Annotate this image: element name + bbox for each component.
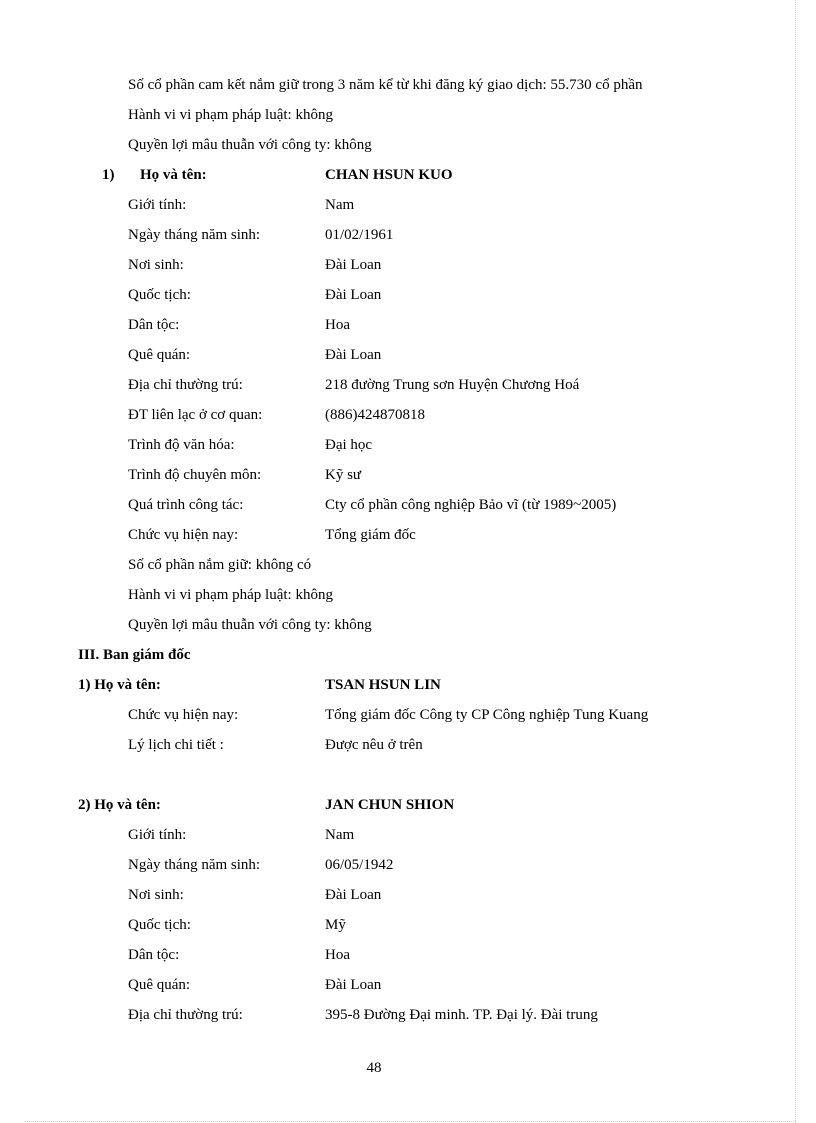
row-label: Nơi sinh: [128,257,184,273]
row-value: Đại học [325,437,373,453]
row-value: Mỹ [325,917,346,933]
violation-text: Hành vi vi phạm pháp luật: không [128,107,333,123]
director2-name: JAN CHUN SHION [325,797,455,813]
row-value: Kỹ sư [325,467,362,483]
row-label: Chức vụ hiện nay: [128,707,239,723]
row-value: Hoa [325,947,350,963]
director1-name-label: 1) Họ và tên: [78,677,161,693]
director2-name-label: 2) Họ và tên: [78,797,161,813]
row-label: Dân tộc: [128,317,180,333]
conflict-text: Quyền lợi mâu thuẫn với công ty: không [128,137,372,153]
row-value: Cty cổ phần công nghiệp Bảo vĩ (từ 1989~2005) [325,497,617,513]
row-value: 395-8 Đường Đại minh. TP. Đại lý. Đài trung [325,1007,598,1023]
row-value: 218 đường Trung sơn Huyện Chương Hoá [325,377,580,393]
row-label: Trình độ chuyên môn: [128,467,262,483]
person1-name-label: Họ và tên: [140,167,207,183]
row-label: Quê quán: [128,347,191,363]
row-value: Đài Loan [325,347,382,363]
person1-number: 1) [102,167,115,183]
row-label: Trình độ văn hóa: [128,437,235,453]
row-value: Tổng giám đốc Công ty CP Công nghiệp Tung Kuang [325,707,649,723]
row-label: Quá trình công tác: [128,497,244,513]
row-label: Chức vụ hiện nay: [128,527,239,543]
row-value: Đài Loan [325,287,382,303]
page-number: 48 [366,1060,382,1076]
shares-commitment-text: Số cổ phần cam kết nắm giữ trong 3 năm kể từ khi đăng ký giao dịch: 55.730 cổ phần [128,77,643,93]
row-value: Đài Loan [325,257,382,273]
row-label: ĐT liên lạc ở cơ quan: [128,407,263,423]
row-label: Nơi sinh: [128,887,184,903]
person1-shares-text: Số cổ phần nắm giữ: không có [128,557,312,573]
page-bottom-border [25,1121,796,1122]
row-value: 01/02/1961 [325,227,394,243]
row-value: Được nêu ở trên [325,737,423,753]
row-value: (886)424870818 [325,407,425,423]
row-label: Lý lịch chi tiết : [128,737,224,753]
director1-name: TSAN HSUN LIN [325,677,441,693]
section-heading: III. Ban giám đốc [78,647,191,663]
row-value: Đài Loan [325,887,382,903]
row-label: Địa chỉ thường trú: [128,377,243,393]
row-value: Đài Loan [325,977,382,993]
row-value: 06/05/1942 [325,857,394,873]
row-value: Nam [325,197,355,213]
page-right-border [795,0,796,1123]
person1-violation-text: Hành vi vi phạm pháp luật: không [128,587,333,603]
row-label: Giới tính: [128,197,187,213]
row-label: Giới tính: [128,827,187,843]
row-label: Quốc tịch: [128,287,191,303]
row-label: Dân tộc: [128,947,180,963]
row-label: Ngày tháng năm sinh: [128,227,261,243]
row-value: Nam [325,827,355,843]
person1-name: CHAN HSUN KUO [325,167,453,183]
person1-conflict-text: Quyền lợi mâu thuẫn với công ty: không [128,617,372,633]
row-value: Tổng giám đốc [325,527,416,543]
row-label: Ngày tháng năm sinh: [128,857,261,873]
row-value: Hoa [325,317,350,333]
row-label: Quê quán: [128,977,191,993]
row-label: Địa chỉ thường trú: [128,1007,243,1023]
row-label: Quốc tịch: [128,917,191,933]
